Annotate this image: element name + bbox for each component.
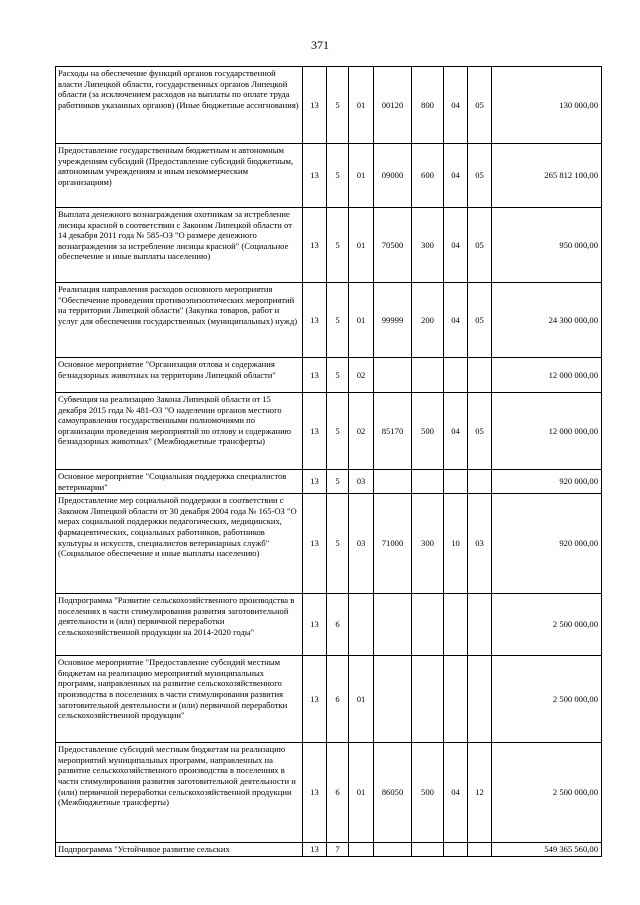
code-cell (412, 594, 444, 656)
amount-cell: 24 300 000,00 (492, 283, 602, 358)
amount-cell: 12 000 000,00 (492, 393, 602, 470)
code-cell: 13 (303, 393, 327, 470)
code-cell: 01 (349, 67, 374, 144)
code-cell (374, 656, 412, 743)
code-cell (412, 358, 444, 393)
row-name: Реализация направления расходов основного мероприятия "Обеспечение проведения противоэпизоотических мероприятий на территории Липецкой области" (Закупка товаров, работ и услуг для обеспечения государственных (муниципальных) нужд) (56, 283, 303, 358)
code-cell (412, 656, 444, 743)
code-cell: 01 (349, 283, 374, 358)
code-cell: 05 (468, 67, 492, 144)
amount-cell: 130 000,00 (492, 67, 602, 144)
table-row (56, 743, 602, 843)
amount-cell: 920 000,00 (492, 470, 602, 494)
code-cell: 10 (444, 494, 468, 594)
code-cell: 04 (444, 283, 468, 358)
code-cell: 13 (303, 144, 327, 208)
code-cell: 13 (303, 494, 327, 594)
code-cell: 04 (444, 67, 468, 144)
code-cell (374, 594, 412, 656)
code-cell: 09000 (374, 144, 412, 208)
row-name: Основное мероприятие "Социальная поддержка специалистов ветеринарии" (56, 470, 303, 494)
row-name: Подпрограмма "Устойчивое развитие сельских (56, 843, 303, 857)
code-cell: 03 (349, 494, 374, 594)
code-cell: 01 (349, 743, 374, 843)
code-cell: 5 (327, 144, 349, 208)
code-cell: 02 (349, 393, 374, 470)
code-cell: 300 (412, 494, 444, 594)
budget-table (55, 66, 602, 857)
code-cell: 70500 (374, 208, 412, 283)
code-cell: 02 (349, 358, 374, 393)
amount-cell: 950 000,00 (492, 208, 602, 283)
row-name: Основное мероприятие "Предоставление субсидий местным бюджетам на реализацию мероприятий муниципальных программ, направленных на развитие сельскохозяйственного производства в поселениях в части стимулирования развития заготовительной деятельности и (или) первичной переработки сельскохозяйственной продукции" (56, 656, 303, 743)
code-cell (374, 358, 412, 393)
code-cell: 6 (327, 594, 349, 656)
table-row (56, 208, 602, 283)
code-cell: 05 (468, 208, 492, 283)
row-name: Подпрограмма "Развитие сельскохозяйственного производства в поселениях в части стимулирования развития заготовительной деятельности и (или) первичной переработки сельскохозяйственной продукции на 2014-2020 годы" (56, 594, 303, 656)
code-cell: 12 (468, 743, 492, 843)
code-cell: 05 (468, 283, 492, 358)
table-row (56, 656, 602, 743)
code-cell (468, 843, 492, 857)
page-number: 371 (311, 38, 329, 52)
code-cell: 5 (327, 470, 349, 494)
code-cell: 00120 (374, 67, 412, 144)
code-cell: 500 (412, 393, 444, 470)
code-cell: 800 (412, 67, 444, 144)
code-cell: 300 (412, 208, 444, 283)
amount-cell: 2 500 000,00 (492, 743, 602, 843)
code-cell (444, 470, 468, 494)
table-row (56, 144, 602, 208)
code-cell: 5 (327, 494, 349, 594)
code-cell: 05 (468, 393, 492, 470)
code-cell: 13 (303, 67, 327, 144)
code-cell (444, 656, 468, 743)
row-name: Предоставление субсидий местным бюджетам на реализацию мероприятий муниципальных программ, направленных на развитие сельскохозяйственного производства в поселениях в части стимулирования развития заготовительной деятельности и (или) первичной переработки сельскохозяйственной продукции (Межбюджетные трансферты) (56, 743, 303, 843)
amount-cell: 265 812 100,00 (492, 144, 602, 208)
row-name: Выплата денежного вознаграждения охотникам за истребление лисицы красной в соответствии с Законом Липецкой области от 14 декабря 2011 года № 585-ОЗ "О размере денежного вознаграждения за истребление лисицы красной" (Социальное обеспечение и иные выплаты населению) (56, 208, 303, 283)
code-cell (412, 470, 444, 494)
code-cell: 13 (303, 656, 327, 743)
table-row (56, 594, 602, 656)
code-cell: 13 (303, 208, 327, 283)
code-cell (468, 656, 492, 743)
table-row (56, 470, 602, 494)
amount-cell: 12 000 000,00 (492, 358, 602, 393)
table-row (56, 843, 602, 857)
amount-cell: 2 500 000,00 (492, 594, 602, 656)
code-cell: 5 (327, 283, 349, 358)
table-row (56, 494, 602, 594)
code-cell: 6 (327, 743, 349, 843)
table-row (56, 67, 602, 144)
code-cell (444, 843, 468, 857)
code-cell: 5 (327, 208, 349, 283)
code-cell: 6 (327, 656, 349, 743)
table-row (56, 283, 602, 358)
code-cell (349, 594, 374, 656)
code-cell: 200 (412, 283, 444, 358)
amount-cell: 549 365 560,00 (492, 843, 602, 857)
code-cell (444, 358, 468, 393)
code-cell: 01 (349, 656, 374, 743)
amount-cell: 920 000,00 (492, 494, 602, 594)
table-row (56, 358, 602, 393)
row-name: Субвенция на реализацию Закона Липецкой области от 15 декабря 2015 года № 481-ОЗ "О наделении органов местного самоуправления государственными полномочиями по организации проведения мероприятий по отлову и содержанию безнадзорных животных" (Межбюджетные трансферты) (56, 393, 303, 470)
code-cell: 500 (412, 743, 444, 843)
table-row (56, 393, 602, 470)
code-cell: 03 (349, 470, 374, 494)
code-cell: 01 (349, 208, 374, 283)
amount-cell: 2 500 000,00 (492, 656, 602, 743)
code-cell: 13 (303, 283, 327, 358)
code-cell: 5 (327, 67, 349, 144)
code-cell: 86050 (374, 743, 412, 843)
code-cell: 04 (444, 144, 468, 208)
code-cell: 99999 (374, 283, 412, 358)
code-cell: 5 (327, 358, 349, 393)
row-name: Предоставление мер социальной поддержки в соответствии с Законом Липецкой области от 30 декабря 2004 года № 165-ОЗ "О мерах социальной поддержки педагогических, медицинских, фармацевтических, социальных работников, работников культуры и искусств, специалистов ветеринарных служб" (Социальное обеспечение и иные выплаты населению) (56, 494, 303, 594)
code-cell: 600 (412, 144, 444, 208)
code-cell (374, 843, 412, 857)
code-cell: 04 (444, 743, 468, 843)
code-cell: 13 (303, 843, 327, 857)
code-cell: 13 (303, 743, 327, 843)
code-cell (349, 843, 374, 857)
code-cell: 01 (349, 144, 374, 208)
code-cell (444, 594, 468, 656)
code-cell: 13 (303, 470, 327, 494)
code-cell (468, 470, 492, 494)
code-cell: 13 (303, 594, 327, 656)
row-name: Основное мероприятие "Организация отлова и содержания безнадзорных животных на территории Липецкой области" (56, 358, 303, 393)
code-cell: 05 (468, 144, 492, 208)
code-cell (412, 843, 444, 857)
code-cell: 13 (303, 358, 327, 393)
code-cell (468, 594, 492, 656)
row-name: Расходы на обеспечение функций органов государственной власти Липецкой области, государственных органов Липецкой области (за исключением расходов на выплаты по оплате труда работников указанных органов) (Иные бюджетные ассигнования) (56, 67, 303, 144)
code-cell: 7 (327, 843, 349, 857)
code-cell (374, 470, 412, 494)
code-cell: 85170 (374, 393, 412, 470)
code-cell: 04 (444, 208, 468, 283)
code-cell: 03 (468, 494, 492, 594)
code-cell (468, 358, 492, 393)
code-cell: 5 (327, 393, 349, 470)
code-cell: 71000 (374, 494, 412, 594)
row-name: Предоставление государственным бюджетным и автономным учреждениям субсидий (Предоставление субсидий бюджетным, автономным учреждениям и иным некоммерческим организациям) (56, 144, 303, 208)
code-cell: 04 (444, 393, 468, 470)
